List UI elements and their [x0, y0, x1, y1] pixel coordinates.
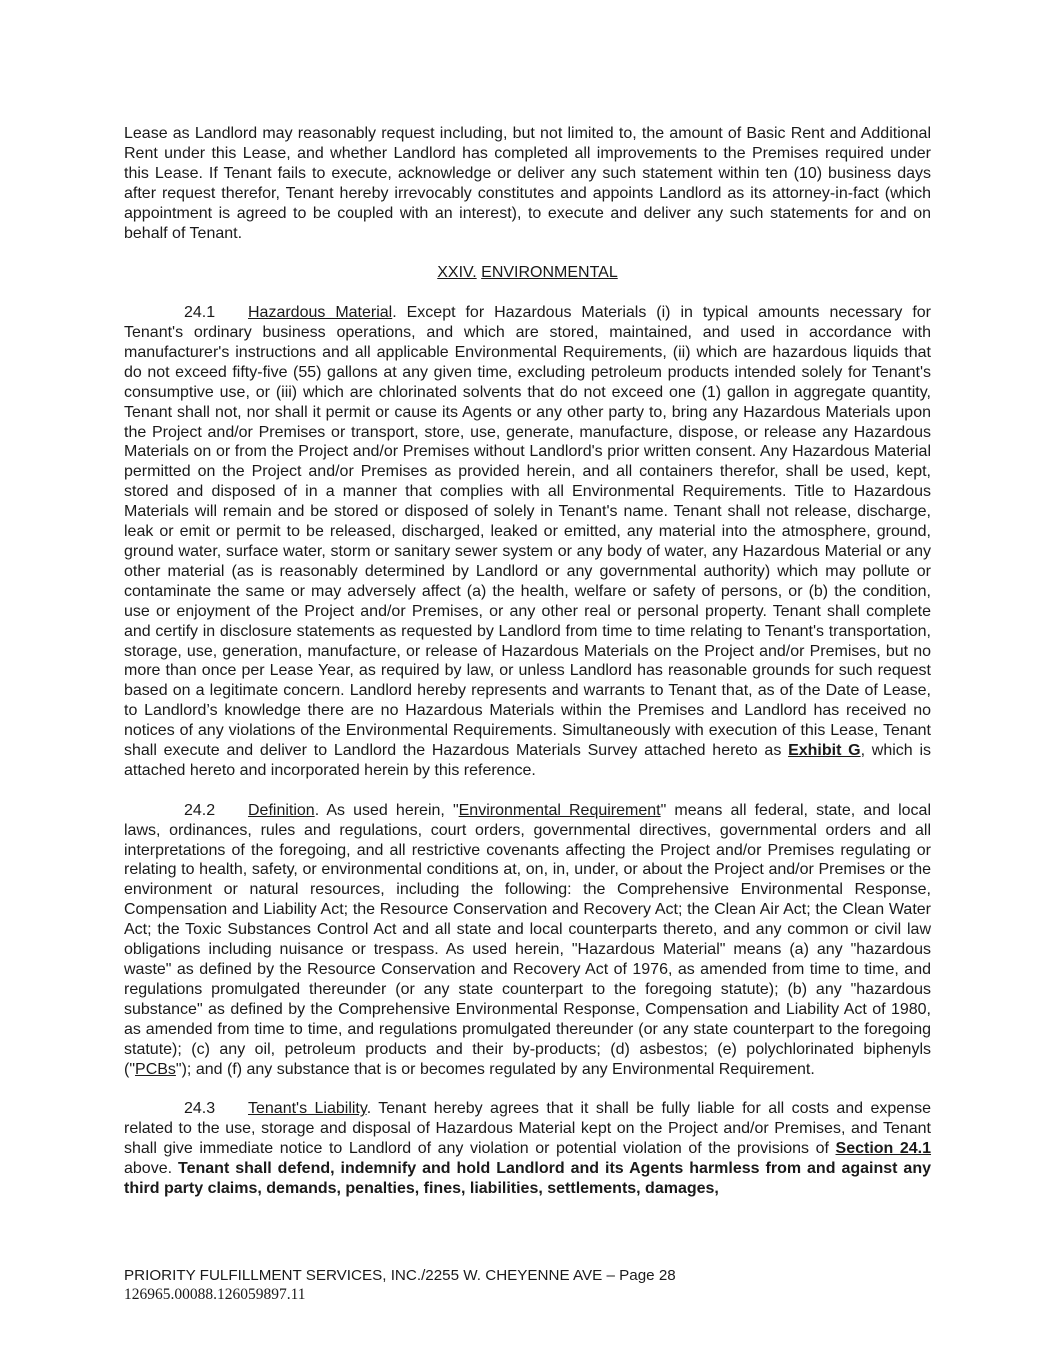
- section-reference: Section 24.1: [835, 1140, 932, 1158]
- defined-term-pcbs: PCBs: [135, 1060, 176, 1078]
- article-number: XXIV.: [437, 264, 477, 282]
- section-heading: Definition: [248, 801, 315, 819]
- section-text: , which is attached hereto and incorporated herein by this reference.: [124, 742, 931, 779]
- section-text: . As used herein, ": [314, 801, 459, 819]
- section-number: 24.1: [184, 304, 216, 322]
- section-heading: Tenant's Liability: [248, 1100, 367, 1118]
- section-number: 24.3: [184, 1100, 216, 1118]
- section-text: . Except for Hazardous Materials (i) in typical amounts necessary for Tenant's ordinary business operations, and which are stored, maintained, and used in accordance with manufacturer's instructions and all applicable Environmental Requirements, (ii) which are hazardous liquids that do not exceed fifty-five (55) gallons at any given time, excluding petroleum products intended solely for Tenant's consumptive use, or (iii) which are chlorinated solvents that do not exceed one (1) gallon in aggregate quantity, Tenant shall not, nor shall it permit or cause its Agents or any other party to, bring any Hazardous Materials upon the Project and/or Premises or transport, store, use, generate, manufacture, dispose, or release any Hazardous Materials on or from the Project and/or Premises without Landlord's prior written consent. Any Hazardous Material permitted on the Project and/or Premises as provided herein, and all containers therefor, shall be used, kept, stored and disposed of in a manner that complies with all Environmental Requirements. Title to Hazardous Materials will remain and be stored or disposed of solely in Tenant's name. Tenant shall not release, discharge, leak or emit or permit to be released, discharged, leaked or emitted, any material into the atmosphere, ground, ground water, surface water, storm or sanitary sewer system or any body of water, any Hazardous Material or any other material (as is reasonably determined by Landlord or any governmental authority) which may pollute or contaminate the same or may adversely affect (a) the health, welfare or safety of persons, or (b) the condition, use or enjoyment of the Project and/or Premises, or any other real or personal property. Tenant shall complete and certify in disclosure statements as requested by Landlord from time to time relating to Tenant's transportation, storage, use, generation, manufacture, or release of Hazardous Materials on the Project and/or Premises, but no more than once per Lease Year, as required by law, or unless Landlord has reasonable grounds for such request based on a legitimate concern. Landlord hereby represents and warrants to Tenant that, as of the Date of Lease, to Landlord’s knowledge there are no Hazardous Materials within the Premises and Landlord has received no notices of any violations of the Environmental Requirements. Simultaneously with execution of this Lease, Tenant shall execute and deliver to Landlord the Hazardous Materials Survey attached hereto as: [124, 304, 931, 760]
- section-24-2: [124, 801, 931, 1080]
- section-heading: Hazardous Material: [248, 304, 393, 322]
- exhibit-reference: Exhibit G: [788, 742, 861, 760]
- defined-term: Environmental Requirement: [458, 801, 661, 819]
- section-text: . Tenant hereby agrees that it shall be fully liable for all costs and expense related to the use, storage and disposal of Hazardous Material kept on the Project and/or Premises, and Tenant shall give immediate notice to Landlord of any violation or potential violation of the provisions of: [124, 1100, 931, 1158]
- document-id: 126965.00088.126059897.11: [124, 1286, 306, 1303]
- article-heading: [124, 263, 931, 283]
- section-text: "); and (f) any substance that is or becomes regulated by any Environmental Requirement.: [175, 1060, 815, 1078]
- page-footer: PRIORITY FULFILLMENT SERVICES, INC./2255 W. CHEYENNE AVE – Page 28: [124, 1267, 676, 1284]
- section-text: above.: [124, 1160, 179, 1178]
- section-number: 24.2: [184, 801, 216, 819]
- document-page: [124, 124, 931, 1199]
- section-text: " means all federal, state, and local laws, ordinances, rules and regulations, court orders, governmental directives, governmental orders and all interpretations of the foregoing, and all restrictive covenants affecting the Project and/or Premises regulating or relating to health, safety, or environmental conditions at, on, in, under, or about the Project and/or Premises or the environment or natural resources, including the following: the Comprehensive Environmental Response, Compensation and Liability Act; the Resource Conservation and Recovery Act; the Clean Air Act; the Clean Water Act; the Toxic Substances Control Act and all state and local counterparts thereto, and any common or civil law obligations including nuisance or trespass. As used herein, "Hazardous Material" means (a) any "hazardous waste" as defined by the Resource Conservation and Recovery Act of 1976, as amended from time to time, and regulations promulgated thereunder (or any state counterpart to the foregoing statute); (b) any "hazardous substance" as defined by the Comprehensive Environmental Response, Compensation and Liability Act of 1980, as amended from time to time, and regulations promulgated thereunder (or any state counterpart to the foregoing statute); (c) any oil, petroleum products and their by-products; (d) asbestos; (e) polychlorinated biphenyls (": [124, 801, 932, 1078]
- intro-paragraph: Lease as Landlord may reasonably request including, but not limited to, the amount of Basic Rent and Additional Rent under this Lease, and whether Landlord has completed all improvements to the Premises required under this Lease. If Tenant fails to execute, acknowledge or deliver any such statement within ten (10) business days after request therefor, Tenant hereby irrevocably constitutes and appoints Landlord as its attorney-in-fact (which appointment is agreed to be coupled with an interest), to execute and deliver any such statements for and on behalf of Tenant.: [124, 125, 931, 242]
- section-24-3: [124, 1099, 931, 1199]
- section-24-1: [124, 303, 931, 781]
- indemnity-bold-text: Tenant shall defend, indemnify and hold Landlord and its Agents harmless from and against any third party claims, demands, penalties, fines, liabilities, settlements, damages,: [124, 1160, 932, 1197]
- article-title: ENVIRONMENTAL: [481, 264, 618, 282]
